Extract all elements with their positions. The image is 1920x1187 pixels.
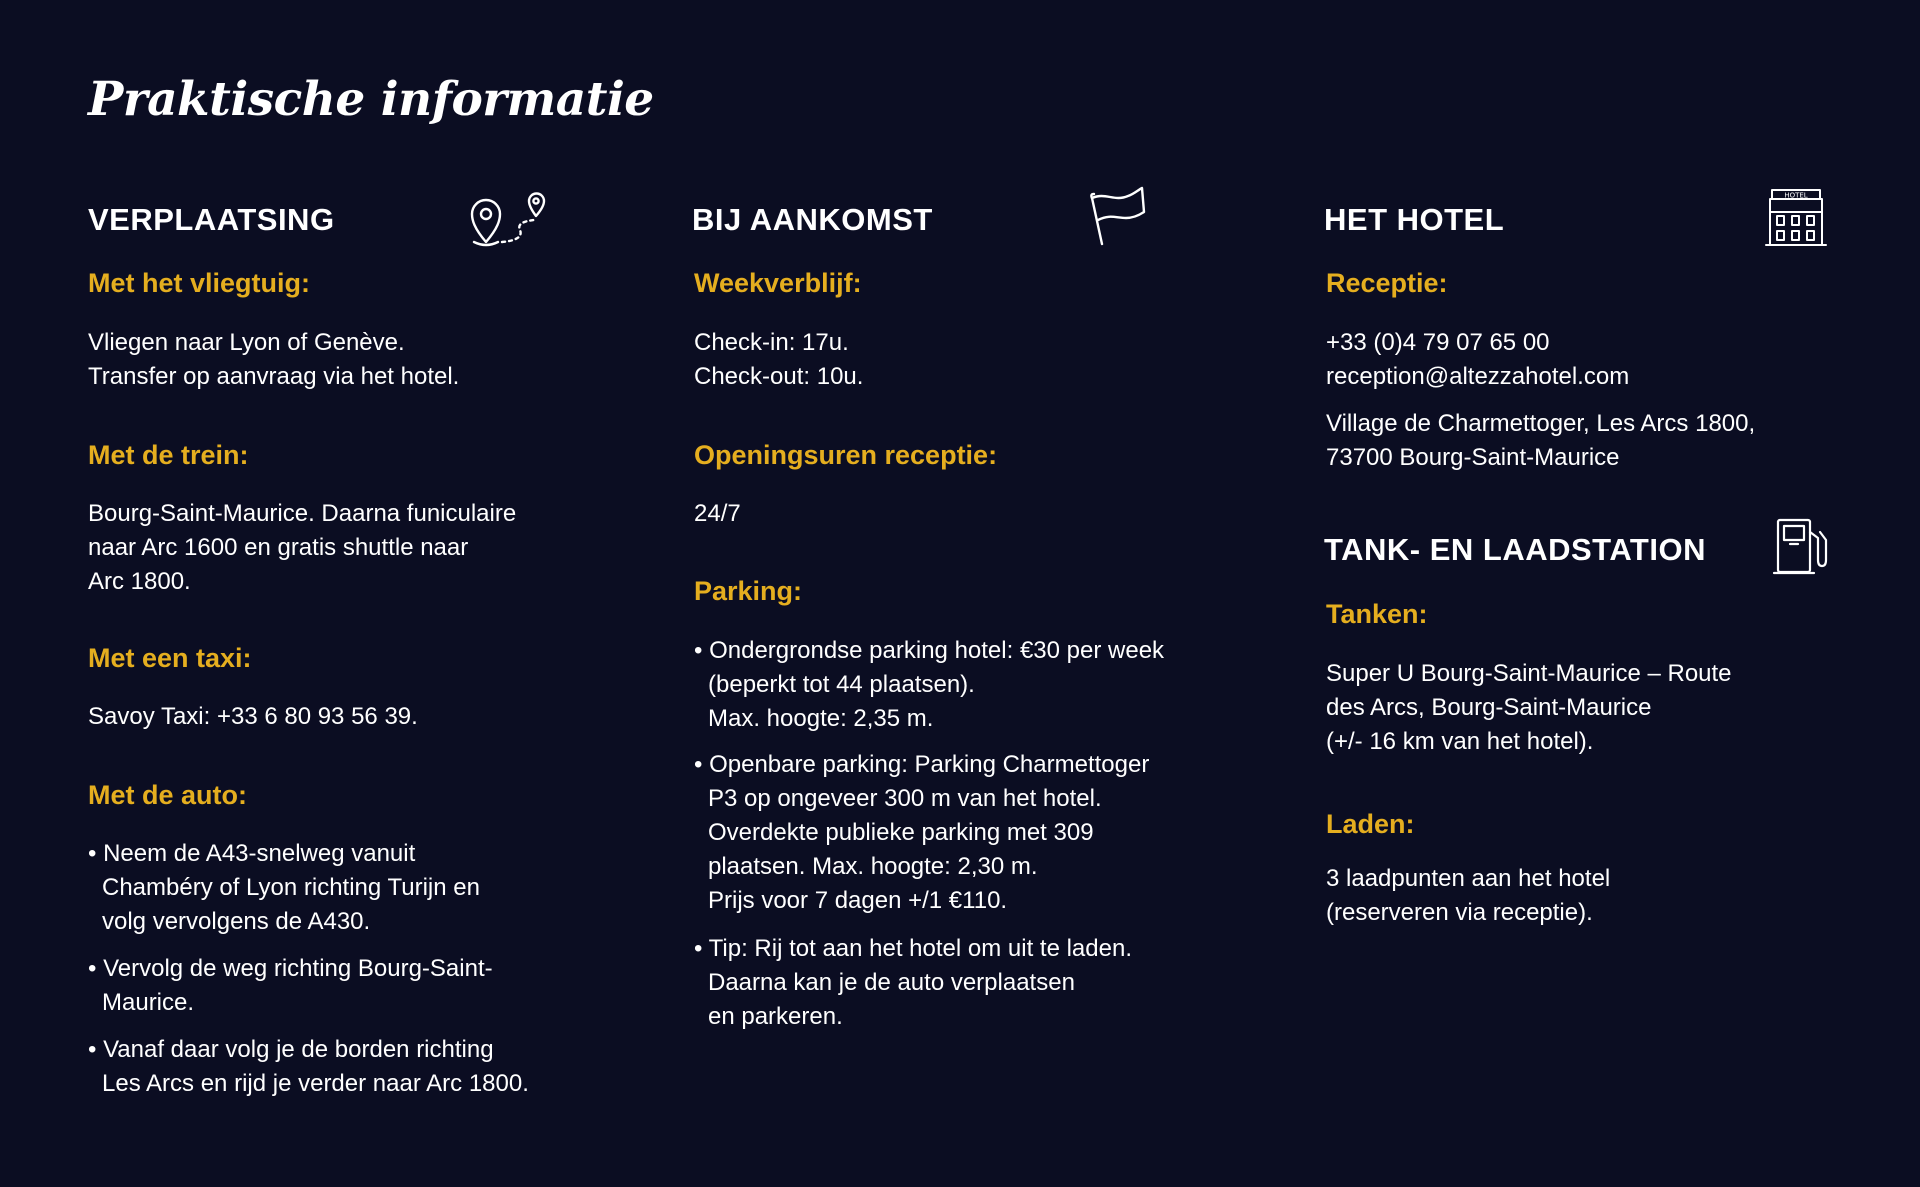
text-line: Overdekte publieke parking met 309: [708, 819, 1094, 846]
subheading-auto: Met de auto:: [88, 780, 247, 810]
phone-number[interactable]: +33 (0)4 79 07 65 00: [1326, 329, 1550, 356]
text-line: • Vanaf daar volg je de borden richting: [88, 1033, 529, 1067]
text-line: • Tip: Rij tot aan het hotel om uit te laden.: [694, 932, 1132, 966]
text-line: Savoy Taxi: +33 6 80 93 56 39.: [88, 703, 418, 730]
subheading-weekverblijf: Weekverblijf:: [694, 268, 862, 298]
section-title: VERPLAATSING: [88, 202, 335, 237]
subheading-laden: Laden:: [1326, 809, 1415, 839]
text-line: Prijs voor 7 dagen +/1 €110.: [708, 887, 1008, 914]
section-tank-laadstation-header: [1324, 514, 1834, 594]
text-line: Chambéry of Lyon richting Turijn en: [102, 874, 480, 901]
text-line: en parkeren.: [708, 1003, 843, 1030]
text-line: volg vervolgens de A430.: [102, 908, 371, 935]
subheading-openingsuren: Openingsuren receptie:: [694, 440, 998, 470]
section-verplaatsing-header: [88, 184, 558, 264]
subheading-tanken: Tanken:: [1326, 599, 1428, 629]
hotel-building-icon: [1764, 188, 1828, 248]
text-vliegtuig: [88, 326, 459, 394]
text-address: [1326, 407, 1755, 475]
subheading-taxi: Met een taxi:: [88, 643, 252, 673]
text-line: Transfer op aanvraag via het hotel.: [88, 363, 460, 390]
text-line: (beperkt tot 44 plaatsen).: [708, 671, 975, 698]
text-line: Vliegen naar Lyon of Genève.: [88, 329, 405, 356]
text-trein: [88, 497, 516, 599]
text-line: Village de Charmettoger, Les Arcs 1800,: [1326, 410, 1756, 437]
subheading-receptie: Receptie:: [1326, 268, 1448, 298]
text-laden: [1326, 862, 1610, 930]
text-line: Super U Bourg-Saint-Maurice – Route: [1326, 660, 1732, 687]
list-item: [694, 932, 1132, 1034]
email-link[interactable]: reception@altezzahotel.com: [1326, 363, 1630, 390]
section-title: HET HOTEL: [1324, 202, 1505, 237]
text-line: Daarna kan je de auto verplaatsen: [708, 969, 1075, 996]
text-line: • Openbare parking: Parking Charmettoger: [694, 748, 1149, 782]
text-line: 73700 Bourg-Saint-Maurice: [1326, 444, 1620, 471]
section-title: TANK- EN LAADSTATION: [1324, 532, 1706, 567]
subheading-trein: Met de trein:: [88, 440, 249, 470]
text-line: 3 laadpunten aan het hotel: [1326, 865, 1611, 892]
text-line: Arc 1800.: [88, 568, 191, 595]
section-het-hotel-header: [1324, 184, 1834, 264]
section-bij-aankomst-header: [692, 184, 1162, 264]
page-title: Praktische informatie: [88, 72, 654, 127]
text-line: 24/7: [694, 500, 741, 527]
list-item: [694, 634, 1164, 736]
subheading-vliegtuig: Met het vliegtuig:: [88, 268, 310, 298]
text-line: P3 op ongeveer 300 m van het hotel.: [708, 785, 1102, 812]
subheading-parking: Parking:: [694, 576, 803, 606]
list-item: [694, 748, 1149, 918]
text-line: des Arcs, Bourg-Saint-Maurice: [1326, 694, 1652, 721]
text-line: • Ondergrondse parking hotel: €30 per week: [694, 634, 1164, 668]
list-item: [88, 1033, 529, 1101]
text-line: Bourg-Saint-Maurice. Daarna funiculaire: [88, 500, 517, 527]
text-receptie: [1326, 326, 1629, 394]
section-title: BIJ AANKOMST: [692, 202, 933, 237]
hotel-sign-label: HOTEL: [1784, 191, 1808, 200]
fuel-pump-icon: [1772, 516, 1830, 578]
text-line: (+/- 16 km van het hotel).: [1326, 728, 1594, 755]
text-line: Max. hoogte: 2,35 m.: [708, 705, 934, 732]
text-line: Check-in: 17u.: [694, 329, 849, 356]
flag-icon: [1088, 184, 1152, 246]
text-line: Maurice.: [102, 989, 195, 1016]
text-line: • Vervolg de weg richting Bourg-Saint-: [88, 952, 493, 986]
list-item: [88, 952, 493, 1020]
text-line: Les Arcs en rijd je verder naar Arc 1800.: [102, 1070, 529, 1097]
text-line: • Neem de A43-snelweg vanuit: [88, 837, 480, 871]
text-openingsuren: [694, 497, 741, 531]
text-tanken: [1326, 657, 1732, 759]
list-item: [88, 837, 480, 939]
text-line: Check-out: 10u.: [694, 363, 864, 390]
text-line: (reserveren via receptie).: [1326, 899, 1593, 926]
text-line: plaatsen. Max. hoogte: 2,30 m.: [708, 853, 1038, 880]
text-taxi: [88, 700, 418, 734]
text-line: naar Arc 1600 en gratis shuttle naar: [88, 534, 469, 561]
text-weekverblijf: [694, 326, 863, 394]
map-route-icon: [468, 184, 554, 248]
